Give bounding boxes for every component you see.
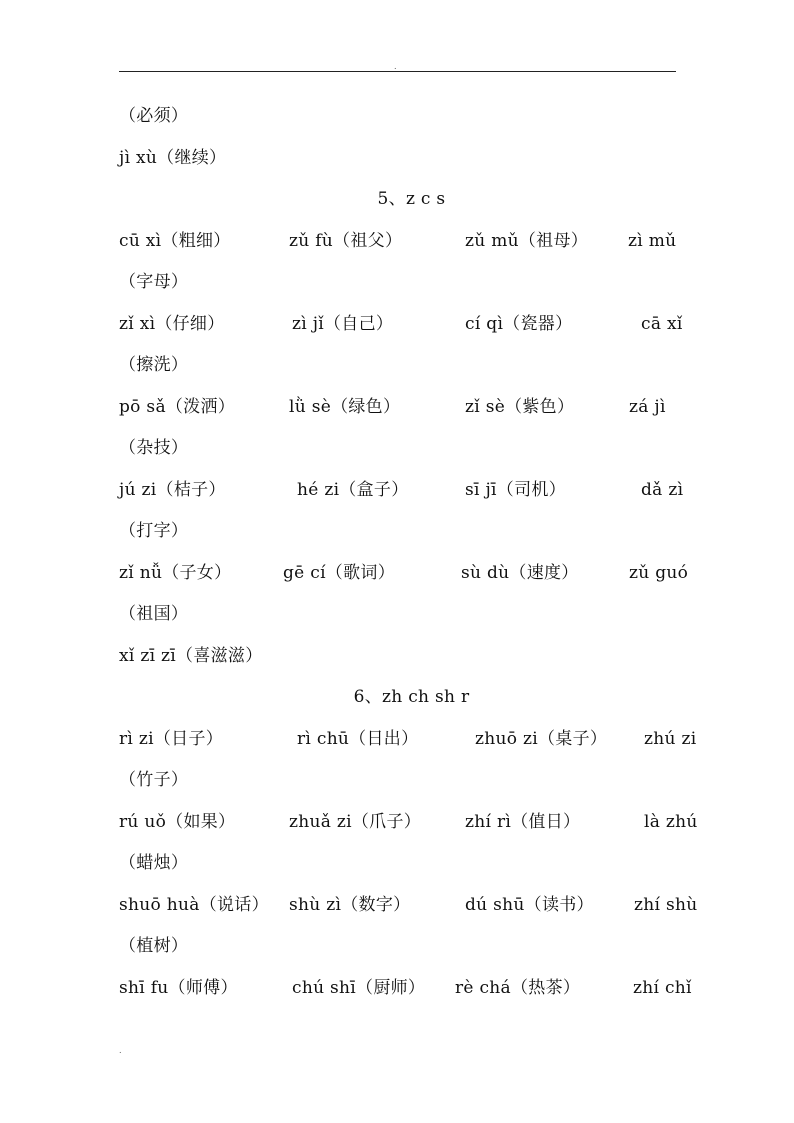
word-entry: hé zi（盒子） (297, 479, 409, 500)
word-entry: gē cí（歌词） (283, 562, 396, 583)
word-entry: jú zi（桔子） (119, 479, 226, 500)
word-entry: sù dù（速度） (461, 562, 579, 583)
document-body (119, 98, 704, 1011)
word-entry: sī jī（司机） (465, 479, 566, 500)
word-row (119, 555, 704, 597)
word-entry: zhí rì（值日） (465, 811, 581, 832)
word-entry: rú uǒ（如果） (119, 811, 236, 832)
word-entry: zá jì (629, 396, 666, 417)
word-entry: rì chū（日出） (297, 728, 419, 749)
word-entry: zhuō zi（桌子） (475, 728, 608, 749)
word-entry: zǔ guó (629, 562, 689, 583)
word-row (119, 223, 704, 265)
word-wrap: （字母） (119, 272, 189, 292)
section-heading-5: 5、z c s (377, 189, 446, 209)
word-entry: rì zi（日子） (119, 728, 224, 749)
word-entry: chú shī（厨师） (292, 977, 426, 998)
section-heading-6: 6、zh ch sh r (353, 687, 470, 707)
word-entry: zì mǔ (628, 230, 677, 251)
word-entry: zhí shù (634, 894, 698, 915)
word-entry: zì jǐ（自己） (292, 313, 394, 334)
word-wrap: （打字） (119, 521, 189, 541)
word-wrap: （杂技） (119, 438, 189, 458)
word-entry: shù zì（数字） (289, 894, 411, 915)
word-entry: zhí chǐ (633, 977, 692, 998)
word-row (119, 306, 704, 348)
text-line: xǐ zī zī（喜滋滋） (119, 645, 263, 666)
word-wrap: （竹子） (119, 770, 189, 790)
word-entry: là zhú (644, 811, 698, 832)
word-entry: zǐ xì（仔细） (119, 313, 225, 334)
word-entry: pō sǎ（泼洒） (119, 396, 236, 417)
word-entry: shī fu（师傅） (119, 977, 238, 998)
word-row (119, 804, 704, 846)
word-entry: zǔ mǔ（祖母） (465, 230, 589, 251)
word-row (119, 472, 704, 514)
word-row (119, 721, 704, 763)
word-entry: zǐ nǚ（子女） (119, 562, 232, 583)
word-entry: shuō huà（说话） (119, 894, 269, 915)
word-entry: zǔ fù（祖父） (289, 230, 403, 251)
word-entry: dú shū（读书） (465, 894, 594, 915)
word-entry: zhú zi (644, 728, 697, 749)
word-wrap: （蜡烛） (119, 853, 189, 873)
word-entry: cā xǐ (641, 313, 683, 334)
header-mark: . (394, 62, 397, 71)
word-entry: zhuǎ zi（爪子） (289, 811, 422, 832)
word-entry: lǜ sè（绿色） (289, 396, 401, 417)
word-entry: dǎ zì (641, 479, 684, 500)
word-entry: rè chá（热茶） (455, 977, 581, 998)
word-entry: cí qì（瓷器） (465, 313, 573, 334)
text-line: （必须） (119, 106, 189, 126)
word-wrap: （祖国） (119, 604, 189, 624)
footer-mark: . (119, 1046, 122, 1055)
word-wrap: （擦洗） (119, 355, 189, 375)
word-entry: zǐ sè（紫色） (465, 396, 575, 417)
word-row (119, 389, 704, 431)
header-rule (119, 71, 676, 72)
word-row (119, 887, 704, 929)
word-entry: cū xì（粗细） (119, 230, 231, 251)
word-row (119, 970, 704, 1012)
text-line: jì xù（继续） (119, 147, 227, 168)
word-wrap: （植树） (119, 936, 189, 956)
